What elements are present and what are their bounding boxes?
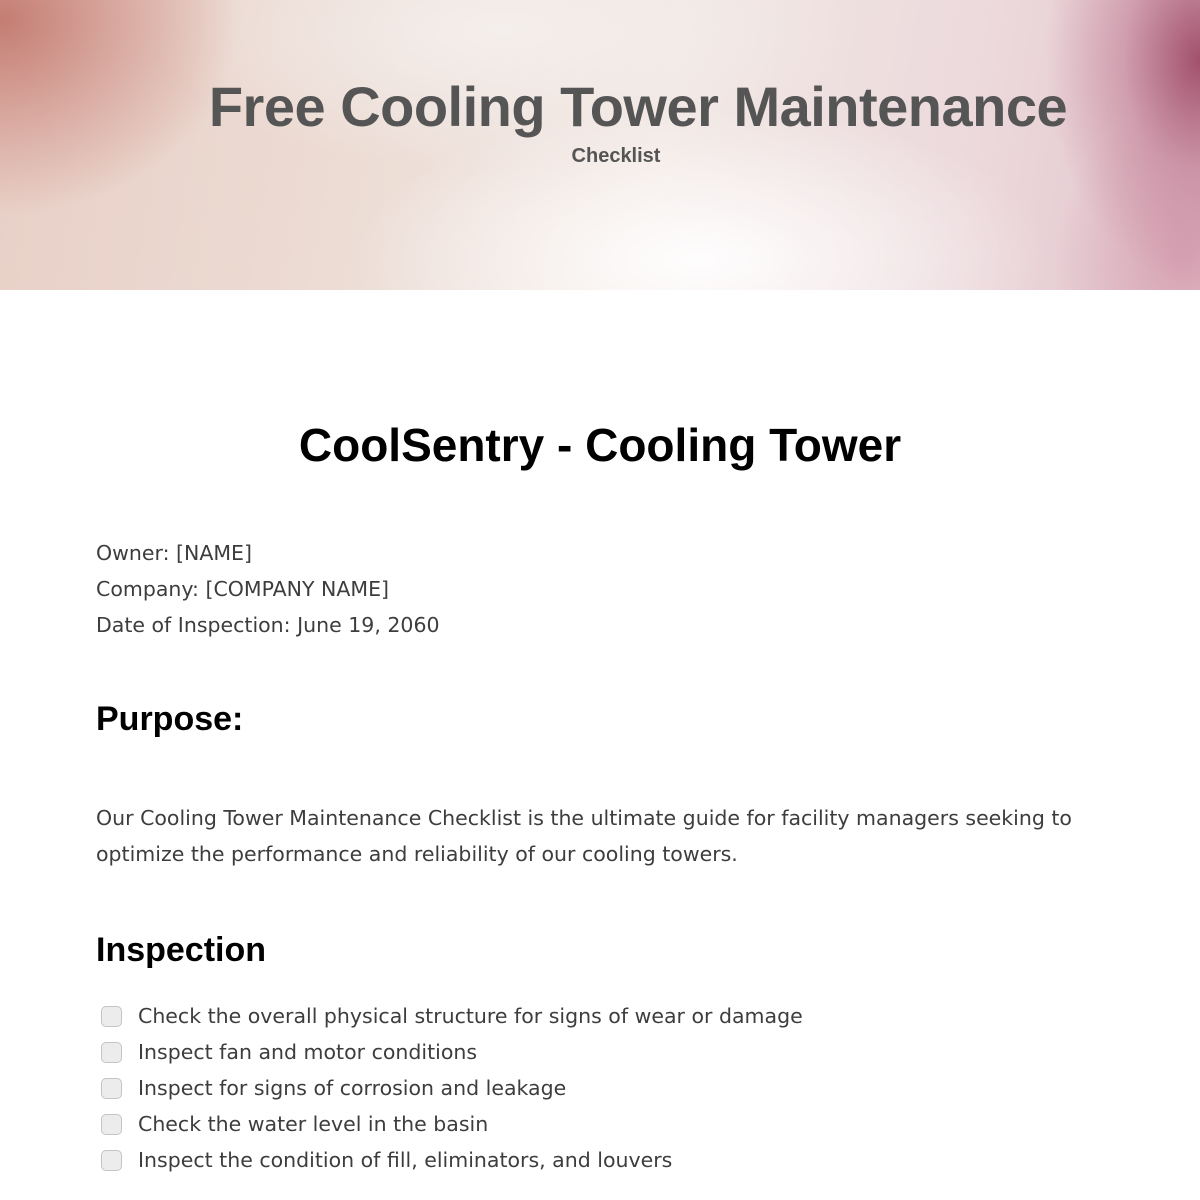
checklist-item[interactable] [101, 1106, 803, 1142]
purpose-heading: Purpose: [96, 700, 244, 738]
checklist-item-label: Check the overall physical structure for signs of wear or damage [138, 1004, 803, 1028]
inspection-checklist [101, 998, 803, 1178]
checkbox-icon[interactable] [101, 1006, 122, 1027]
checklist-item[interactable] [101, 998, 803, 1034]
checklist-item-label: Inspect for signs of corrosion and leakage [138, 1076, 567, 1100]
checklist-item-label: Inspect the condition of fill, eliminators, and louvers [138, 1148, 673, 1172]
owner-field: Owner: [NAME] [96, 541, 252, 565]
checkbox-icon[interactable] [101, 1042, 122, 1063]
inspection-date-field: Date of Inspection: June 19, 2060 [96, 613, 440, 637]
banner-title: Free Cooling Tower Maintenance [208, 75, 1068, 138]
document-meta [96, 535, 440, 643]
checklist-item[interactable] [101, 1034, 803, 1070]
checkbox-icon[interactable] [101, 1078, 122, 1099]
checklist-item[interactable] [101, 1142, 803, 1178]
checklist-item-label: Check the water level in the basin [138, 1112, 489, 1136]
checkbox-icon[interactable] [101, 1150, 122, 1171]
company-field: Company: [COMPANY NAME] [96, 577, 390, 601]
checklist-item-label: Inspect fan and motor conditions [138, 1040, 478, 1064]
banner-subtitle: Checklist [571, 145, 661, 167]
purpose-text: Our Cooling Tower Maintenance Checklist is the ultimate guide for facility managers seeking to optimize the performance and reliability of our cooling towers. [96, 806, 1072, 866]
inspection-heading: Inspection [96, 931, 267, 969]
checklist-item[interactable] [101, 1070, 803, 1106]
document-title: CoolSentry - Cooling Tower [298, 419, 902, 471]
checkbox-icon[interactable] [101, 1114, 122, 1135]
header-banner [0, 0, 1200, 290]
